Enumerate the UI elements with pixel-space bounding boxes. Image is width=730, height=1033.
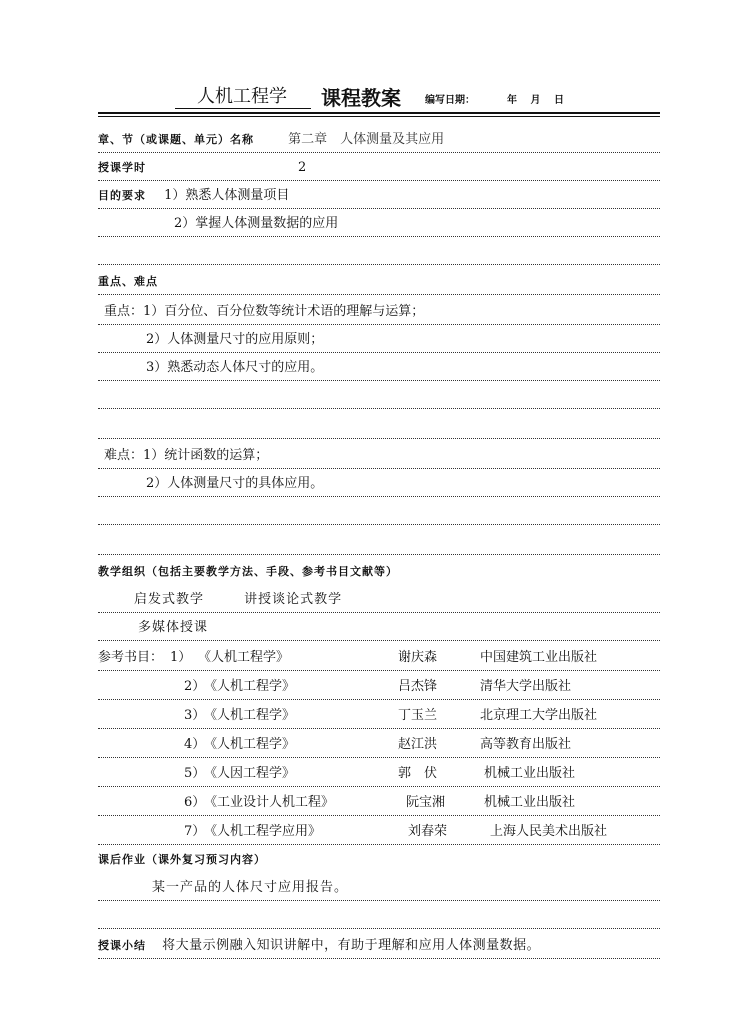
homework-label: 课后作业（课外复习预习内容）: [98, 853, 266, 866]
date-label: 编写日期：: [425, 95, 475, 106]
methods-row-1: [98, 590, 660, 613]
ref-row-3: [98, 706, 660, 729]
ref-publisher: 北京理工大学出版社: [480, 708, 598, 723]
ref-title: 《人机工程学应用》: [204, 824, 322, 839]
homework-value: 某一产品的人体尺寸应用报告。: [152, 880, 349, 895]
difficult-row-2: [98, 474, 660, 497]
ref-publisher: 中国建筑工业出版社: [480, 650, 598, 665]
header-rule-thin: [98, 116, 660, 117]
difficult-item-2: 2）人体测量尺寸的具体应用。: [146, 476, 324, 491]
hours-label: 授课学时: [98, 161, 146, 174]
difficult-row-1: [98, 446, 660, 469]
document-header: [175, 86, 564, 110]
ref-author: 谢庆森: [398, 650, 438, 665]
ref-author: 郭 伏: [398, 766, 438, 781]
refs-label: 参考书目：: [98, 650, 164, 665]
ref-num: 1）: [170, 650, 192, 665]
summary-row: [98, 936, 660, 959]
key-points-label: 重点、难点: [98, 275, 158, 288]
summary-label: 授课小结: [98, 939, 146, 952]
ref-row-2: [98, 677, 660, 700]
teaching-label: 教学组织（包括主要教学方法、手段、参考书目文献等）: [98, 565, 398, 578]
ref-num: 6）: [184, 795, 206, 810]
ref-author: 刘春荣: [408, 824, 448, 839]
ref-row-1: [98, 648, 660, 671]
ref-row-5: [98, 764, 660, 787]
method-1: 启发式教学: [134, 592, 205, 607]
ref-author: 丁玉兰: [398, 708, 438, 723]
chapter-row: [98, 130, 660, 153]
ref-publisher: 高等教育出版社: [480, 737, 572, 752]
homework-row: [98, 850, 660, 872]
ref-publisher: 上海人民美术出版社: [490, 824, 608, 839]
ref-title: 《人因工程学》: [204, 766, 296, 781]
goals-row: [98, 186, 660, 209]
important-item-3: 3）熟悉动态人体尺寸的应用。: [146, 360, 324, 375]
difficult-item-1: 难点：1）统计函数的运算；: [104, 448, 269, 463]
ref-num: 5）: [184, 766, 206, 781]
summary-value: 将大量示例融入知识讲解中，有助于理解和应用人体测量数据。: [162, 938, 541, 953]
ref-author: 阮宝湘: [406, 795, 446, 810]
teaching-row: [98, 562, 660, 584]
goal-item-2: 2）掌握人体测量数据的应用: [174, 216, 339, 231]
goals-row-2: [98, 214, 660, 237]
ref-author: 赵江洪: [398, 737, 438, 752]
ref-row-4: [98, 735, 660, 758]
key-points-row: [98, 272, 660, 295]
header-rule-thick: [98, 112, 660, 114]
blank-line: [98, 502, 660, 525]
ref-title: 《工业设计人机工程》: [204, 795, 335, 810]
important-row-1: [98, 302, 660, 325]
important-item-1: 重点：1）百分位、百分位数等统计术语的理解与运算；: [104, 304, 425, 319]
ref-publisher: 清华大学出版社: [480, 679, 572, 694]
ref-title: 《人机工程学》: [204, 679, 296, 694]
blank-line: [98, 906, 660, 929]
ref-publisher: 机械工业出版社: [484, 795, 576, 810]
goals-label: 目的要求: [98, 189, 146, 202]
ref-title: 《人机工程学》: [204, 708, 296, 723]
blank-line: [98, 242, 660, 265]
ref-row-7: [98, 822, 660, 845]
ref-num: 3）: [184, 708, 206, 723]
chapter-value: 第二章 人体测量及其应用: [288, 132, 445, 147]
hours-value: 2: [298, 160, 307, 175]
document-kind: 课程教案: [321, 86, 401, 110]
method-3: 多媒体授课: [138, 620, 209, 635]
ref-num: 4）: [184, 737, 206, 752]
blank-line: [98, 386, 660, 409]
ref-publisher: 机械工业出版社: [484, 766, 576, 781]
ref-num: 7）: [184, 824, 206, 839]
goal-item-1: 1）熟悉人体测量项目: [164, 188, 290, 203]
ref-title: 《人机工程学》: [198, 650, 290, 665]
date-units: 年 月 日: [507, 95, 564, 106]
course-name: 人机工程学: [175, 86, 311, 109]
chapter-label: 章、节（或课题、单元）名称: [98, 133, 254, 146]
blank-line: [98, 532, 660, 555]
methods-row-2: [98, 618, 660, 641]
important-row-2: [98, 330, 660, 353]
method-2: 讲授谈论式教学: [244, 592, 343, 607]
ref-author: 吕杰锋: [398, 679, 438, 694]
blank-line: [98, 416, 660, 439]
important-row-3: [98, 358, 660, 381]
ref-row-6: [98, 793, 660, 816]
hours-row: [98, 158, 660, 181]
important-item-2: 2）人体测量尺寸的应用原则；: [146, 332, 324, 347]
homework-value-row: [98, 878, 660, 901]
ref-num: 2）: [184, 679, 206, 694]
ref-title: 《人机工程学》: [204, 737, 296, 752]
